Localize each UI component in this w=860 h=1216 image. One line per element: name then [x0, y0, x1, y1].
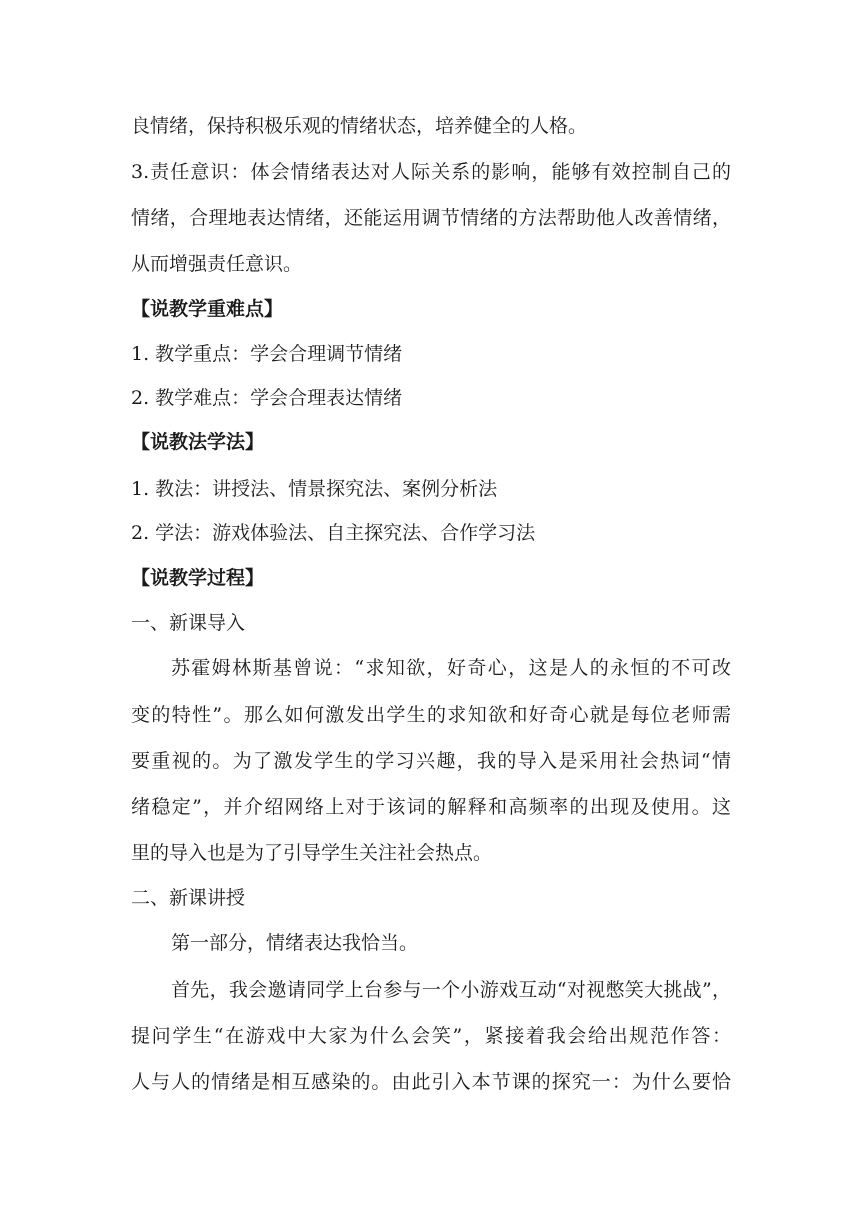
paragraph-line: 里的导入也是为了引导学生关注社会热点。 [131, 842, 493, 864]
subsection-title: 二、新课讲授 [131, 887, 246, 909]
list-item: 1. 教学重点：学会合理调节情绪 [131, 343, 403, 365]
paragraph-line: 从而增强责任意识。 [131, 253, 303, 275]
section-heading: 【说教学重难点】 [131, 298, 284, 320]
list-item: 2. 学法：游戏体验法、自主探究法、合作学习法 [131, 522, 536, 544]
paragraph-line: 提问学生“在游戏中大家为什么会笑”，紧接着我会给出规范作答： [131, 1025, 731, 1047]
subsection-title: 一、新课导入 [131, 612, 246, 634]
paragraph-line: 第一部分，情绪表达我恰当。 [171, 932, 419, 954]
section-heading: 【说教法学法】 [131, 431, 265, 453]
paragraph-line: 苏霍姆林斯基曾说：“求知欲，好奇心，这是人的永恒的不可改 [171, 657, 731, 679]
section-heading: 【说教学过程】 [131, 567, 265, 589]
list-item: 2. 教学难点：学会合理表达情绪 [131, 387, 403, 409]
paragraph-line: 良情绪，保持积极乐观的情绪状态，培养健全的人格。 [131, 115, 588, 137]
paragraph-line: 要重视的。为了激发学生的学习兴趣，我的导入是采用社会热词“情 [131, 750, 731, 772]
paragraph-line: 人与人的情绪是相互感染的。由此引入本节课的探究一：为什么要恰 [131, 1071, 731, 1093]
paragraph-line: 绪稳定”，并介绍网络上对于该词的解释和高频率的出现及使用。这 [131, 796, 731, 818]
list-item: 1. 教法：讲授法、情景探究法、案例分析法 [131, 478, 498, 500]
paragraph-line: 变的特性”。那么如何激发出学生的求知欲和好奇心就是每位老师需 [131, 704, 731, 726]
paragraph-line: 首先，我会邀请同学上台参与一个小游戏互动“对视憋笑大挑战”， [171, 979, 731, 1001]
paragraph-line: 情绪，合理地表达情绪，还能运用调节情绪的方法帮助他人改善情绪， [131, 207, 731, 229]
paragraph-line: 3.责任意识：体会情绪表达对人际关系的影响，能够有效控制自己的 [131, 161, 731, 183]
